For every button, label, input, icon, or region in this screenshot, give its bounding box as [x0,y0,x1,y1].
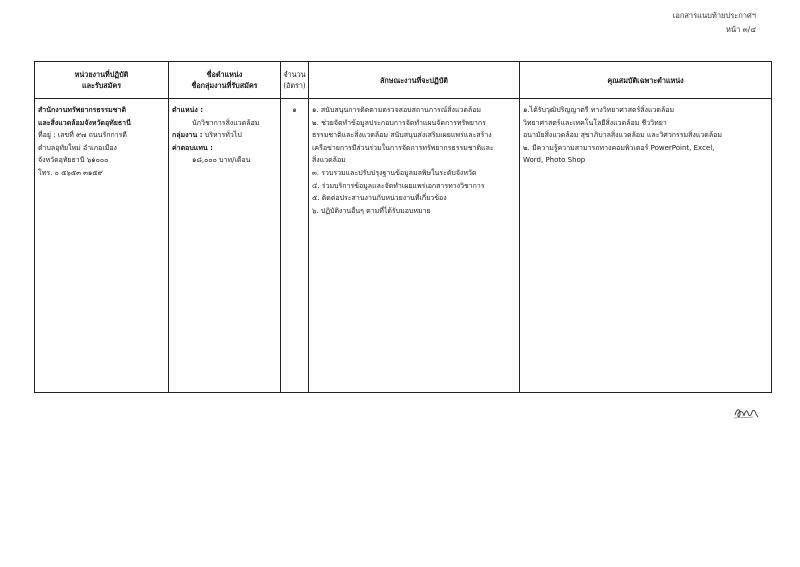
position-cell [169,99,281,393]
duty-item: ธรรมชาติและสิ่งแวดล้อม สนับสนุนส่งเสริมเผยแพร่และสร้าง [312,131,492,140]
qualification-item: อนามัยสิ่งแวดล้อม สุขาภิบาลสิ่งแวดล้อม และวิศวกรรมสิ่งแวดล้อม [523,131,722,140]
group-name: บริหารทั่วไป [204,131,242,140]
qualification-item: วิทยาศาสตร์และเทคโนโลยีสิ่งแวดล้อม ชีววิทยา [523,118,667,127]
address-line: ตำบลอุทัยใหม่ อำเภอเมือง [38,143,117,152]
duty-item: ๖. ปฏิบัติงานอื่นๆ ตามที่ได้รับมอบหมาย [312,206,431,215]
duty-item: ๑. สนับสนุนการติดตามตรวจสอบสถานการณ์สิ่งแวดล้อม [312,106,482,114]
header-qualifications: คุณสมบัติเฉพาะตำแหน่ง [520,62,772,99]
duty-item: ๓. รวบรวมและปรับปรุงฐานข้อมูลมลพิษในระดับจังหวัด [312,168,477,177]
pay-value: ๑๘,๐๐๐ บาท/เดือน [192,156,251,165]
count-cell: ๑ [281,99,309,393]
table-row [35,99,772,393]
qualifications-cell [520,99,772,393]
agency-name-line: และสิ่งแวดล้อมจังหวัดอุทัยธานี [38,118,131,127]
pay-label: ค่าตอบแทน : [172,143,213,152]
address-line: ที่อยู่ : เลขที่ ๙๗ ถนนรักการดี [38,131,127,140]
agency-cell [35,99,169,393]
duty-item: สิ่งแวดล้อม [312,156,346,165]
address-line: จังหวัดอุทัยธานี ๖๑๐๐๐ [38,156,109,165]
page-number: หน้า ๓/๔ [726,25,756,34]
table-header-row [35,62,772,99]
position-label: ตำแหน่ง : [172,106,204,114]
address-line: โทร. ๐ ๕๖๕๓ ๓๑๕๙ [38,168,103,177]
document-attachment-label: เอกสารแนบท้ายประกาศฯ [672,11,756,20]
duties-cell [309,99,520,393]
header-count: จำนวน (อัตรา) [281,62,309,99]
agency-name-line: สำนักงานทรัพยากรธรรมชาติ [38,106,127,114]
duty-item: ๒. ช่วยจัดทำข้อมูลประกอบการจัดทำแผนจัดการทรัพยากร [312,118,486,127]
duty-item: เครือข่ายการมีส่วนร่วมในการจัดการทรัพยากรธรรมชาติและ [312,143,494,152]
header-duties: ลักษณะงานที่จะปฏิบัติ [309,62,520,99]
duty-item: ๕. ติดต่อประสานงานกับหน่วยงานที่เกี่ยวข้อง [312,194,447,203]
qualification-item: ๒. มีความรู้ความสามารถทางคอมพิวเตอร์ PowerPoint, Excel, [523,143,715,152]
header-agency: หน่วยงานที่ปฏิบัติ และรับสมัคร [35,62,169,99]
duty-item: ๔. ร่วมบริการข้อมูลและจัดทำเผยแพร่เอกสารทางวิชาการ [312,181,485,190]
group-label: กลุ่มงาน : [172,131,203,140]
header-position: ชื่อตำแหน่ง ชื่อกลุ่มงานที่รับสมัคร [169,62,281,99]
qualification-item: ๑.ได้รับวุฒิปริญญาตรี ทางวิทยาศาสตร์สิ่งแวดล้อม [523,106,675,114]
signature-initials [733,405,759,421]
position-table [34,61,772,393]
position-name: นักวิชาการสิ่งแวดล้อม [192,118,260,127]
qualification-item: Word, Photo Shop [523,156,586,165]
